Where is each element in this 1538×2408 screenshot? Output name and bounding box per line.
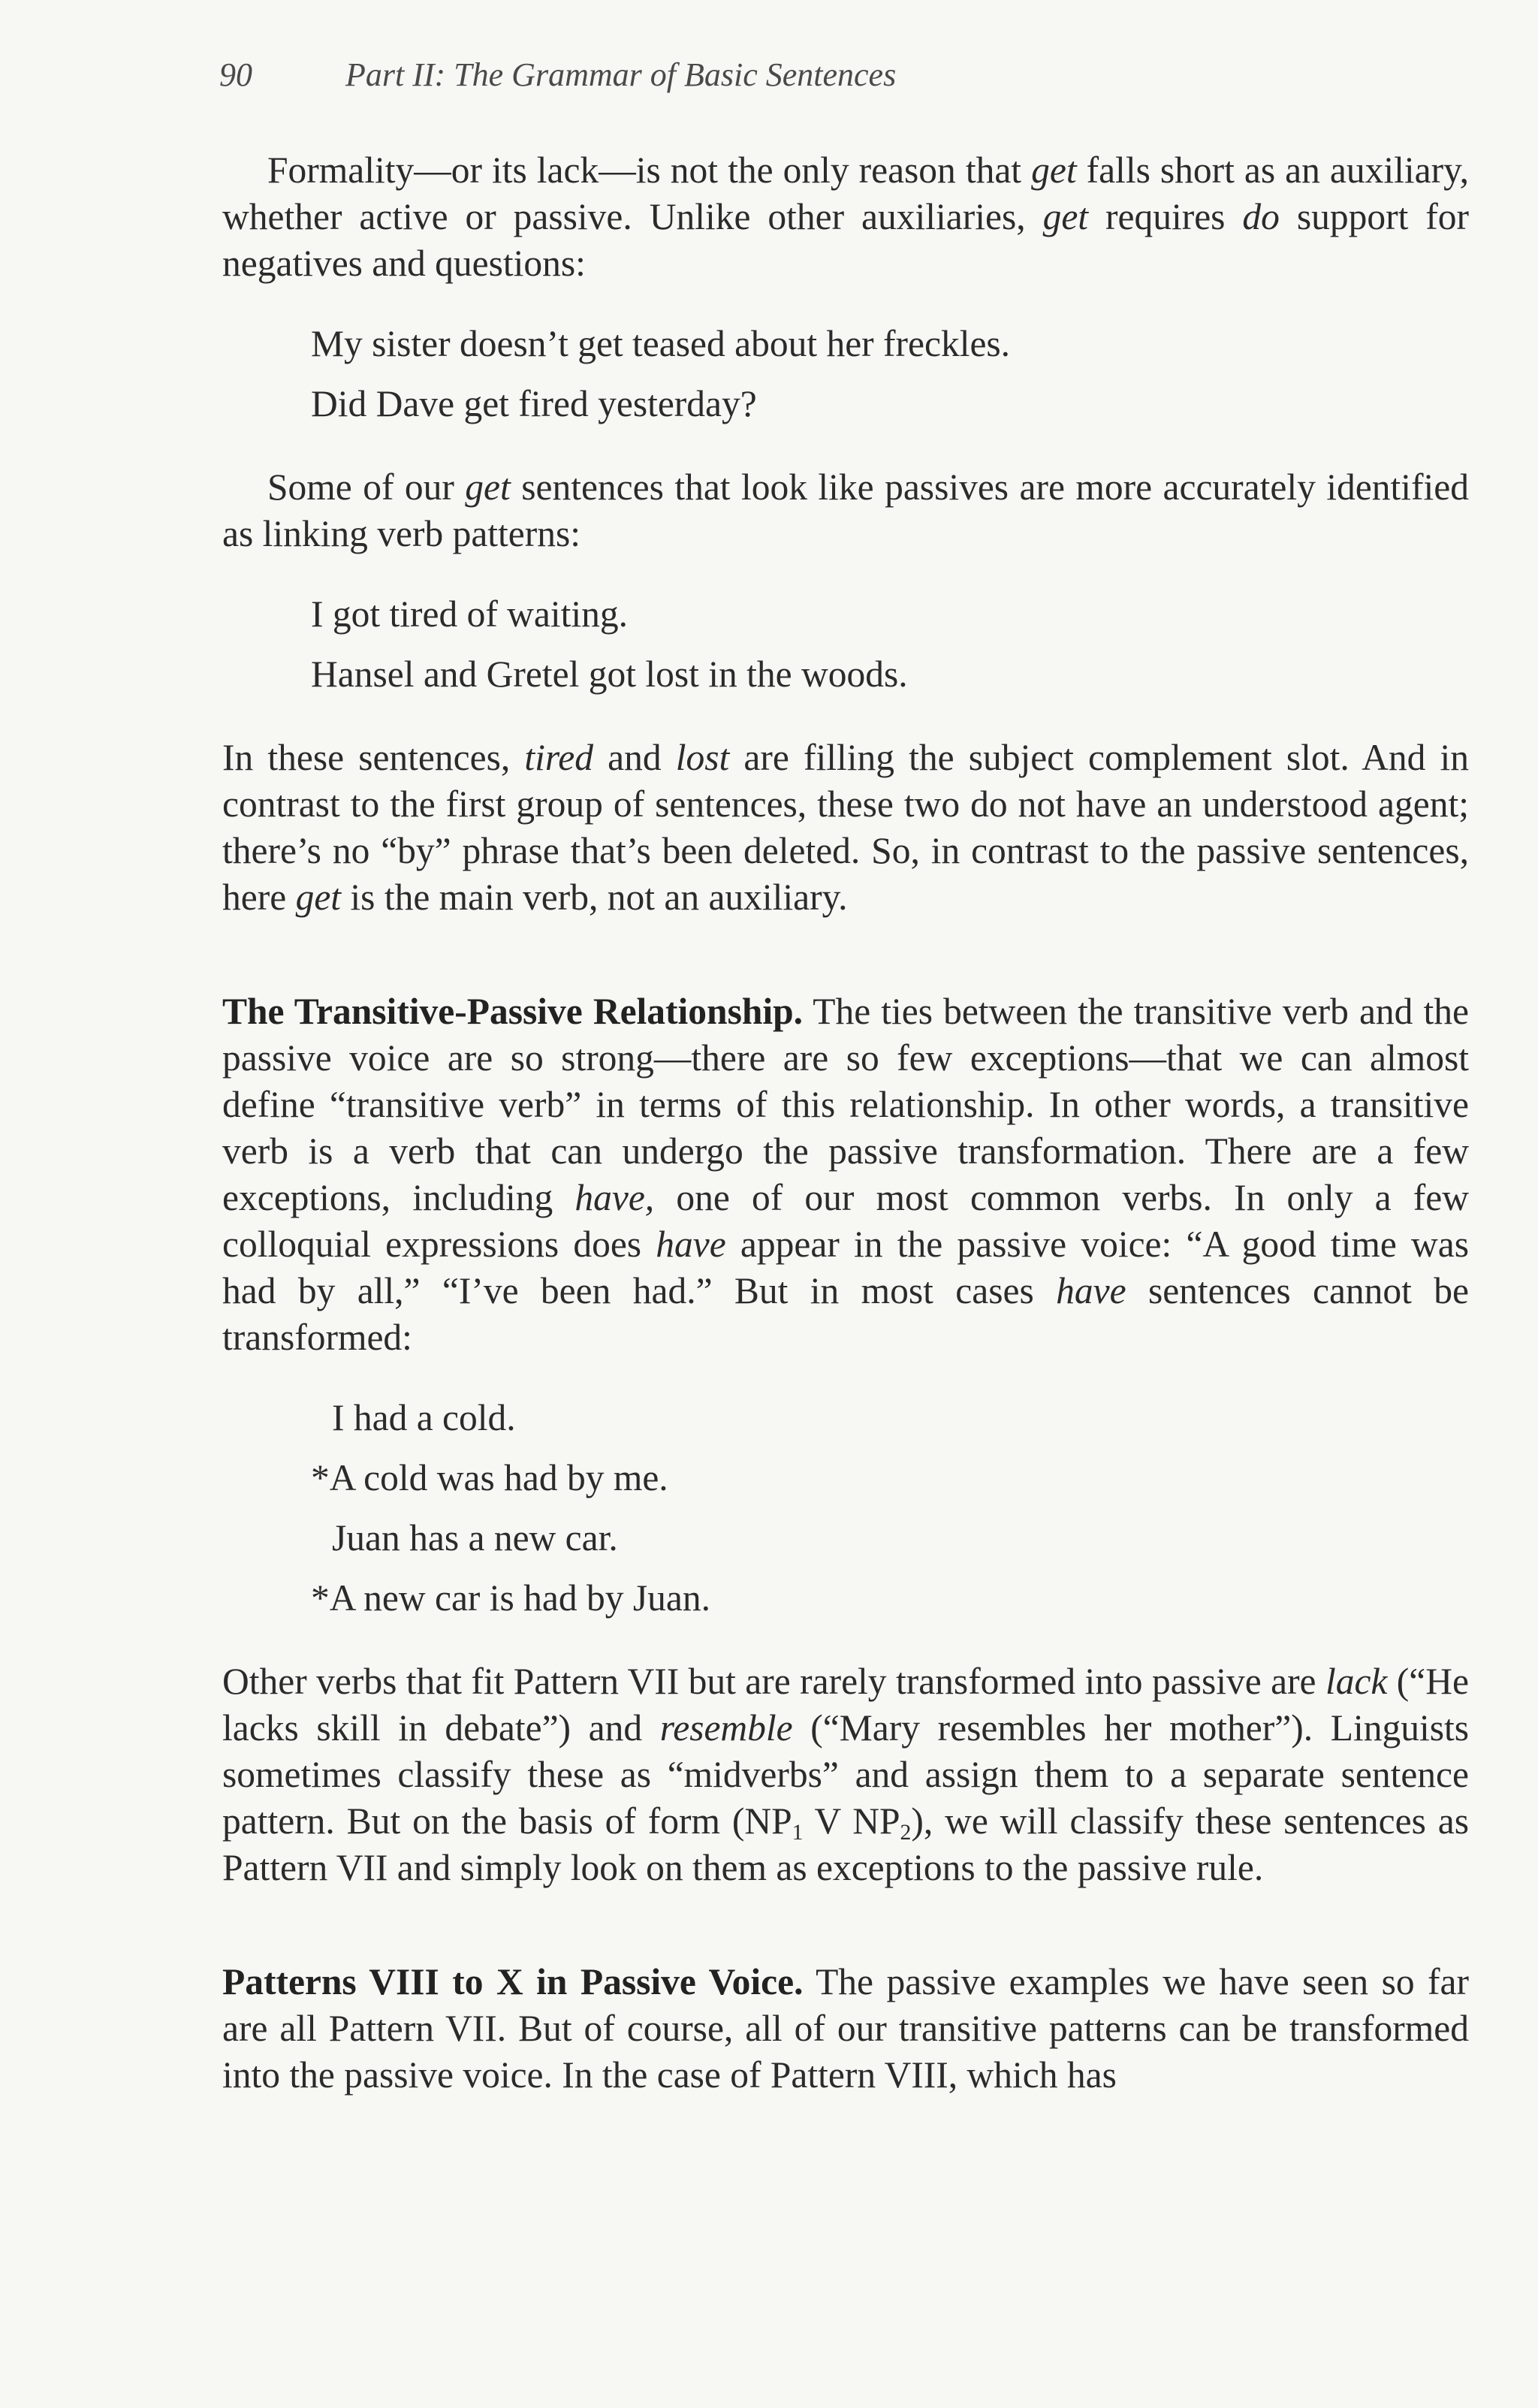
text-run: sentences cannot be transformed:	[222, 1270, 1470, 1358]
text-run: sentences that look like passives are more accurately identified as linking verb patterns:	[222, 466, 1469, 554]
italic-term: lack	[1325, 1661, 1388, 1702]
text-run: V NP	[803, 1800, 900, 1842]
italic-term: have	[656, 1224, 726, 1265]
example-sentence: I got tired of waiting.	[311, 593, 629, 635]
italic-term: tired	[524, 737, 594, 778]
text-run: In these sentences,	[222, 737, 525, 778]
italic-term: have	[1056, 1270, 1126, 1311]
running-header	[219, 56, 896, 94]
italic-term: get	[295, 877, 342, 918]
italic-term: get	[1031, 149, 1077, 191]
example-list-linking	[311, 584, 1469, 705]
text-run: falls short as an auxiliary, whether active or passive. Unlike other auxiliaries,	[222, 149, 1469, 237]
section-spacer	[222, 1891, 1469, 1959]
section-heading: The Transitive-Passive Relationship.	[222, 991, 804, 1032]
example-sentence: Juan has a new car.	[332, 1517, 618, 1559]
example-sentence: I had a cold.	[332, 1397, 516, 1438]
section-spacer	[222, 921, 1469, 988]
paragraph-midverbs	[222, 1658, 1469, 1891]
text-run: appear in the passive voice: “A good time was had by all,” “I’ve been had.” But in most cases	[222, 1224, 1470, 1311]
text-run: requires	[1088, 196, 1243, 237]
subscript: 1	[792, 1821, 804, 1845]
example-sentence: Did Dave get fired yesterday?	[311, 383, 757, 424]
text-run: The passive examples we have seen so far are all Pattern VII. But of course, all of our transitive patterns can be transformed into the passive voice. In the case of Pattern VIII, which has	[222, 1961, 1469, 2096]
page-body	[222, 147, 1469, 2099]
paragraph-linking-verb	[222, 464, 1469, 557]
example-sentence: Hansel and Gretel got lost in the woods.	[311, 653, 908, 695]
example-sentence-ungrammatical: *A new car is had by Juan.	[311, 1577, 711, 1619]
italic-term: have,	[574, 1177, 655, 1218]
example-list-have	[311, 1388, 1469, 1628]
text-run: Some of our	[267, 466, 466, 508]
text-run: (“He lacks skill in debate”) and	[222, 1661, 1469, 1749]
running-title: Part II: The Grammar of Basic Sentences	[345, 56, 897, 93]
text-run: and	[593, 737, 676, 778]
paragraph-patterns-viii-x	[222, 1959, 1469, 2099]
italic-term: do	[1242, 196, 1280, 237]
italic-term: resemble	[659, 1707, 793, 1749]
text-run: ), we will classify these sentences as Pattern VII and simply look on them as exceptions to the passive rule.	[222, 1800, 1469, 1888]
paragraph-subject-complement	[222, 735, 1469, 921]
italic-term: lost	[675, 737, 730, 778]
italic-term: get	[465, 466, 511, 508]
text-run: Formality—or its lack—is not the only reason that	[267, 149, 1032, 191]
subscript: 2	[900, 1821, 912, 1845]
text-run: is the main verb, not an auxiliary.	[341, 877, 848, 918]
paragraph-transitive-passive	[222, 988, 1469, 1361]
text-run: are filling the subject complement slot. And in contrast to the first group of sentences, these two do not have an understood agent; there’s no “by” phrase that’s been deleted. So, in contrast to the passive sentences, here	[222, 737, 1470, 918]
text-run: (“Mary resembles her mother”). Linguists sometimes classify these as “midverbs” and assign them to a separate sentence pattern. But on the basis of form (NP	[222, 1707, 1469, 1842]
text-run: one of our most common verbs. In only a few colloquial expressions does	[222, 1177, 1469, 1265]
page-number: 90	[219, 56, 252, 93]
italic-term: get	[1042, 196, 1089, 237]
example-sentence: My sister doesn’t get teased about her freckles.	[311, 323, 1011, 364]
text-run: The ties between the transitive verb and the passive voice are so strong—there are so few exceptions—that we can almost define “transitive verb” in terms of this relationship. In other words, a transitive verb is a verb that can undergo the passive transformation. There are a few exceptions, including	[222, 991, 1469, 1218]
example-list-do-support	[311, 314, 1469, 434]
section-heading: Patterns VIII to X in Passive Voice.	[222, 1961, 804, 2002]
text-run: Other verbs that fit Pattern VII but are rarely transformed into passive are	[222, 1661, 1325, 1702]
example-sentence-ungrammatical: *A cold was had by me.	[311, 1457, 668, 1498]
text-run: support for negatives and questions:	[222, 196, 1469, 284]
paragraph-get-auxiliary	[222, 147, 1469, 287]
